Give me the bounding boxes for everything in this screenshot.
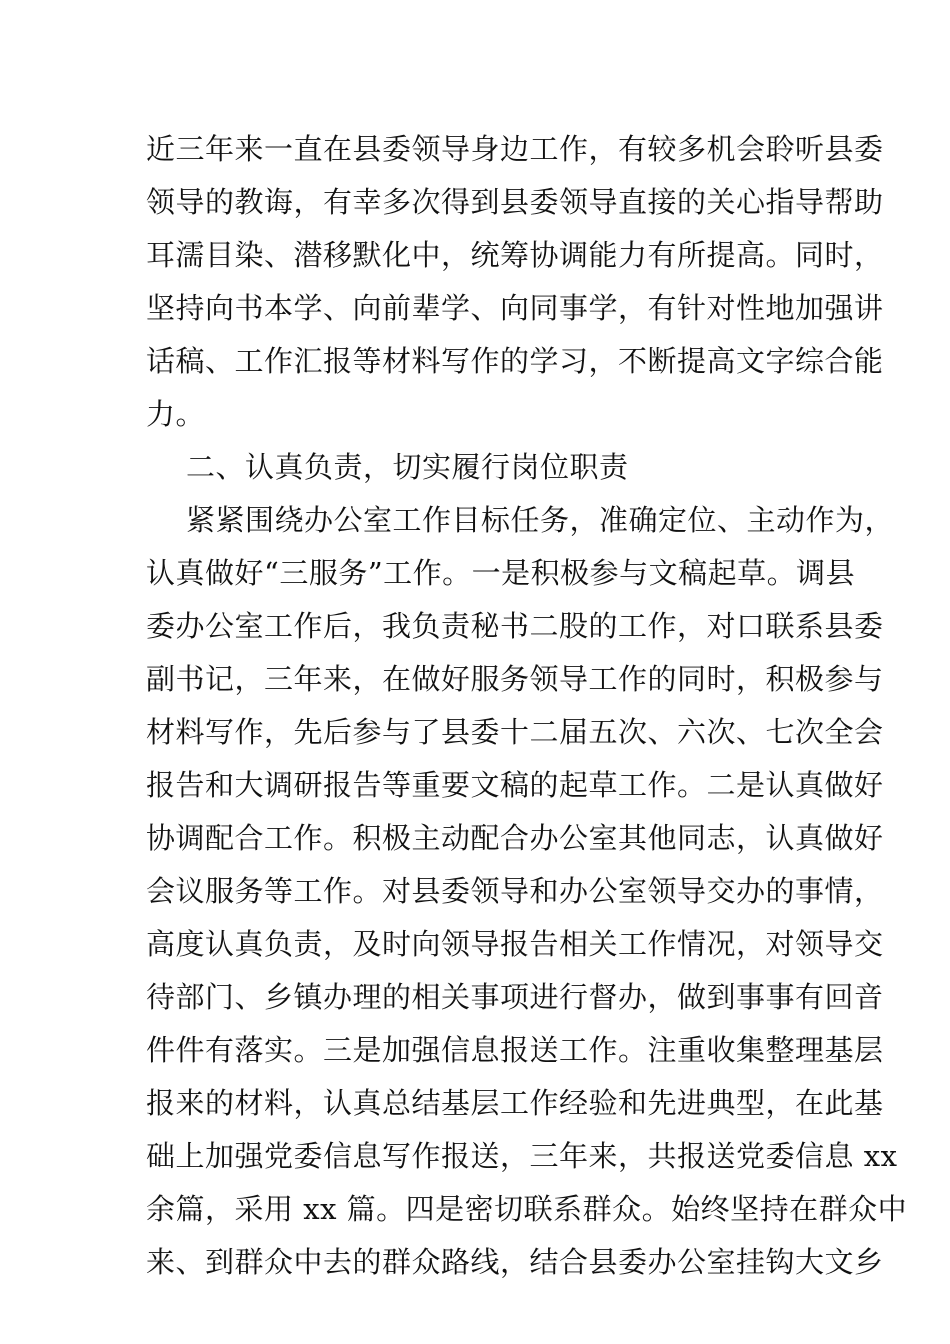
text-line-4: 坚持向书本学、向前辈学、向同事学，有针对性地加强讲	[146, 291, 884, 325]
text-line-10: 委办公室工作后，我负责秘书二股的工作，对口联系县委	[146, 609, 884, 643]
text-line-6: 力。	[146, 397, 206, 431]
section-heading: 二、认真负责，切实履行岗位职责	[186, 450, 629, 484]
text-line-5: 话稿、工作汇报等材料写作的学习，不断提高文字综合能	[146, 344, 884, 378]
text-line-9: 认真做好“三服务”工作。一是积极参与文稿起草。调县	[146, 556, 856, 590]
text-line-15: 会议服务等工作。对县委领导和办公室领导交办的事情，	[146, 874, 884, 908]
text-line-3: 耳濡目染、潜移默化中，统筹协调能力有所提高。同时，	[146, 238, 884, 272]
text-line-11: 副书记，三年来，在做好服务领导工作的同时，积极参与	[146, 662, 884, 696]
text-line-2: 领导的教诲，有幸多次得到县委领导直接的关心指导帮助	[146, 185, 884, 219]
text-line-16: 高度认真负责，及时向领导报告相关工作情况，对领导交	[146, 927, 884, 961]
text-line-1: 近三年来一直在县委领导身边工作，有较多机会聆听县委	[146, 132, 884, 166]
text-line-12: 材料写作，先后参与了县委十二届五次、六次、七次全会	[146, 715, 884, 749]
text-line-14: 协调配合工作。积极主动配合办公室其他同志，认真做好	[146, 821, 884, 855]
text-line-17: 待部门、乡镇办理的相关事项进行督办，做到事事有回音	[146, 980, 884, 1014]
body-text	[146, 123, 908, 1289]
text-line-20: 础上加强党委信息写作报送，三年来，共报送党委信息 xx	[146, 1139, 898, 1173]
text-line-19: 报来的材料，认真总结基层工作经验和先进典型，在此基	[146, 1086, 884, 1120]
text-line-22: 来、到群众中去的群众路线，结合县委办公室挂钩大文乡	[146, 1245, 884, 1279]
text-line-21: 余篇，采用 xx 篇。四是密切联系群众。始终坚持在群众中	[146, 1192, 908, 1226]
text-line-8: 紧紧围绕办公室工作目标任务，准确定位、主动作为，	[186, 503, 895, 537]
text-line-13: 报告和大调研报告等重要文稿的起草工作。二是认真做好	[146, 768, 884, 802]
text-line-18: 件件有落实。三是加强信息报送工作。注重收集整理基层	[146, 1033, 884, 1067]
